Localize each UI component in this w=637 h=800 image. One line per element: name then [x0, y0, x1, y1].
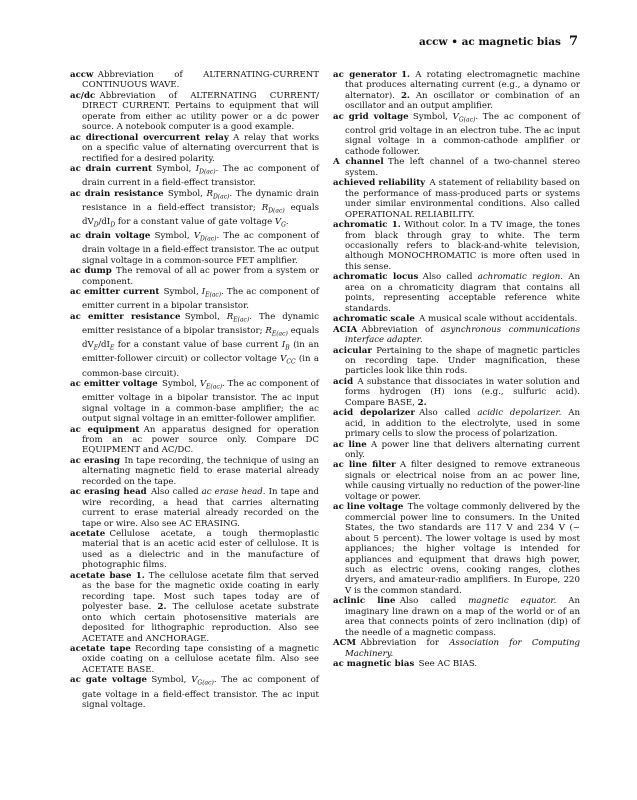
entry-term: ac line filter	[333, 460, 396, 471]
definition-text: An imaginary line drawn on a map of the world or of an area that connects points of zero inclination (dip) of the needle of a magnetic compass.	[345, 596, 580, 638]
dictionary-entry	[333, 325, 580, 346]
dictionary-entry	[70, 675, 319, 710]
definition-text: E(ac)	[205, 291, 222, 299]
dictionary-entry	[70, 231, 319, 266]
definition-text: Association for Computing Machinery.	[345, 638, 580, 659]
definition-text: Also called	[399, 596, 469, 607]
definition-text: R	[265, 326, 272, 336]
definition-text: D	[110, 221, 116, 229]
definition-text: The cellulose acetate film that served as the base for the magnetic oxide coating in early recording tape. Most such tapes today are of polyester base.	[82, 570, 319, 613]
dictionary-entry	[70, 287, 319, 312]
entry-term: ac emitter resistance	[70, 311, 181, 322]
entry-term: ac/dc	[70, 90, 96, 101]
definition-text: An acid, in addition to the electrolyte, used in some primary cells to slow the process of polarization.	[345, 408, 580, 440]
definition-text: equals dV	[82, 202, 320, 228]
entry-term: ac emitter current	[70, 287, 160, 298]
entry-term: achromatic locus	[333, 272, 419, 283]
definition-text: 1.	[391, 220, 401, 231]
definition-text: The cellulose acetate substrate onto which certain photosensitive materials are deposited for lithographic reproduction. Also see ACETATE and ANCHORAGE.	[82, 602, 319, 644]
definition-text: A relay that works on a specific value of alternating overcurrent that is rectified for a desired polarity.	[82, 132, 319, 164]
running-header	[70, 34, 578, 49]
entry-term: ac erasing head	[70, 487, 147, 498]
entry-term: acetate base	[70, 570, 132, 581]
definition-text: CC	[286, 359, 296, 367]
entry-term: ac gate voltage	[70, 675, 148, 686]
definition-text: for a constant value of base current	[114, 340, 282, 351]
entry-term: achieved reliability	[333, 178, 426, 189]
entry-term: acetate	[70, 529, 106, 540]
definition-text: Symbol,	[412, 111, 453, 122]
dictionary-entry	[70, 571, 319, 644]
dictionary-entry	[333, 460, 580, 502]
definition-text: . The ac component of emitter voltage in a bipolar transistor. The ac input signal voltage in a common-base amplifier; the ac output signal voltage in an emitter-follower amplifier.	[82, 378, 319, 425]
definition-text: Symbol,	[156, 164, 196, 175]
entry-term: ACM	[333, 638, 357, 649]
definition-text: Abbreviation of ALTERNATING-CURRENT CONTINUOUS WAVE.	[82, 70, 319, 91]
dictionary-entry	[70, 487, 319, 529]
dictionary-entry	[333, 157, 580, 178]
definition-text: A statement of reliability based on the performance of mass-produced parts or systems under similar environmental conditions. Also called OPERATIONAL RELIABILITY.	[345, 178, 581, 220]
definition-text: . The dynamic emitter resistance of a bipolar transistor;	[82, 311, 319, 336]
definition-text: D(ac)	[199, 168, 216, 176]
definition-text: (in an emitter-follower circuit) or collector voltage	[82, 340, 319, 365]
definition-text: magnetic equator.	[468, 596, 557, 607]
definition-text: .	[285, 217, 289, 228]
entry-term: ac equipment	[70, 424, 140, 435]
definition-text: A substance that dissociates in water solution and forms hydrogen (H) ions (e.g., sulfuric acid). Compare BASE,	[345, 376, 580, 408]
definition-text: D	[93, 221, 99, 229]
entry-term: ac erasing	[70, 455, 121, 466]
dictionary-entry	[70, 312, 319, 379]
definition-text: I	[195, 164, 200, 175]
definition-text: Symbol,	[154, 231, 194, 242]
dictionary-entry	[70, 644, 319, 675]
entry-term: ac directional overcurrent relay	[70, 132, 229, 143]
definition-text: Abbreviation of ALTERNATING CURRENT/ DIRECT CURRENT. Pertains to equipment that will operate from either ac utility power or a dc power source. A notebook computer is a good example.	[82, 90, 319, 133]
definition-text: Abbreviation for	[360, 638, 450, 649]
dictionary-entry	[70, 425, 319, 456]
definition-text: (in a common-base circuit).	[82, 354, 319, 379]
definition-text: D(ac)	[212, 193, 230, 201]
definition-text: Symbol,	[167, 188, 207, 199]
definition-text: The left channel of a two-channel stereo system.	[345, 157, 580, 178]
entry-term: ac line voltage	[333, 502, 404, 513]
definition-text: A musical scale without accidentals.	[419, 314, 578, 325]
dictionary-entry	[70, 164, 319, 189]
definition-text: Symbol,	[184, 311, 227, 322]
definition-text: V	[452, 111, 459, 122]
definition-text: Without color. In a TV image, the tones from black through gray to white. The term occasionally refers to black-and-white television, although MONOCHROMATIC is more often used in this sense.	[345, 220, 580, 272]
definition-text: A rotating electromagnetic machine that produces alternating current (e.g., a dynamo or alternator).	[345, 70, 580, 101]
dictionary-entry	[70, 189, 319, 232]
dictionary-entry	[70, 133, 319, 164]
definition-text: achromatic region.	[477, 272, 563, 283]
definition-text: . The ac component of gate voltage in a field-effect transistor. The ac input signal voltage.	[82, 675, 319, 710]
definition-text: V	[193, 231, 201, 242]
dictionary-entry	[70, 529, 319, 571]
definition-text: . The ac component of emitter current in a bipolar transistor.	[82, 287, 319, 312]
definition-text: E(ac)	[206, 383, 223, 391]
dictionary-entry	[333, 377, 580, 408]
definition-text: /dI	[98, 340, 110, 351]
definition-text: ac erase head.	[201, 487, 266, 498]
dictionary-entry	[333, 112, 580, 158]
definition-text: Cellulose acetate, a tough thermoplastic material that is an acetic acid ester of cellulose. It is used as a dielectric and in the manufacture of photographic films.	[82, 529, 319, 571]
left-column	[70, 70, 319, 710]
definition-text: V	[199, 378, 207, 389]
definition-text: equals dV	[82, 326, 319, 351]
definition-text: Symbol,	[151, 675, 192, 686]
entry-term: aclinic line	[333, 596, 396, 607]
definition-text: In tape recording, the technique of using an alternating magnetic field to erase material already recorded on the tape.	[82, 455, 319, 487]
dictionary-entry	[70, 70, 319, 91]
definition-text: V	[274, 217, 282, 228]
definition-text: E	[109, 344, 115, 352]
definition-text: 1.	[135, 570, 145, 581]
entry-term: ac drain current	[70, 164, 152, 175]
running-title: accw • ac magnetic bias	[418, 36, 561, 48]
entry-term: ACIA	[333, 324, 358, 335]
definition-text: See AC BIAS.	[418, 659, 478, 670]
dictionary-entry	[333, 314, 580, 324]
entry-term: acid	[333, 376, 354, 387]
entry-term: acid depolarizer	[333, 408, 415, 419]
definition-text: I	[201, 287, 206, 298]
definition-text: E	[93, 344, 99, 352]
definition-text: E(ac)	[233, 316, 250, 324]
definition-text: 1.	[401, 70, 411, 80]
definition-text: B	[285, 344, 290, 352]
definition-text: 2.	[157, 602, 167, 613]
right-column	[333, 70, 580, 670]
entry-term: ac grid voltage	[333, 111, 409, 122]
definition-text: Symbol,	[163, 287, 202, 298]
definition-text: The voltage commonly delivered by the commercial power line to consumers. In the United States, the two standards are 117 V and 234 V (~ about 5 percent). The lower voltage is used by most appliances; the higher voltage is intended for appliances and equipment that draws high power, such as electric ovens, cooking ranges, clothes dryers, and amateur-radio amplifiers. In Europe, 220 V is the common standard.	[345, 502, 580, 596]
dictionary-entry	[333, 638, 580, 659]
definition-text: . The ac component of drain voltage in a field-effect transistor. The ac output signal voltage in a common-source FET amplifier.	[82, 231, 319, 266]
entry-term: ac dump	[70, 266, 112, 277]
entry-term: achromatic	[333, 220, 388, 231]
definition-text: An area on a chromaticity diagram that contains all points, representing acceptable reference white standards.	[345, 272, 580, 314]
definition-text: 2.	[400, 90, 410, 101]
entry-term: acetate tape	[70, 644, 131, 655]
definition-text: G(ac)	[458, 116, 476, 124]
definition-text: Recording tape consisting of a magnetic oxide coating on a cellulose acetate film. Also see ACETATE BASE.	[82, 644, 319, 675]
dictionary-entry	[70, 266, 319, 287]
dictionary-entry	[70, 379, 319, 425]
definition-text: D(ac)	[200, 235, 217, 243]
definition-text: A power line that delivers alternating current only.	[345, 439, 580, 461]
dictionary-entry	[333, 272, 580, 314]
entry-term: ac generator	[333, 70, 397, 80]
dictionary-entry	[70, 91, 319, 133]
definition-text: V	[280, 354, 287, 365]
entry-term: A channel	[333, 157, 384, 168]
definition-text: D(ac)	[268, 207, 285, 215]
definition-text: An oscillator or combination of an oscillator and an output amplifier.	[345, 90, 580, 112]
definition-text: /dI	[98, 217, 111, 228]
definition-text: Also called	[422, 272, 478, 283]
definition-text: E(ac)	[271, 330, 288, 338]
dictionary-entry	[333, 440, 580, 461]
definition-text: G(ac)	[197, 680, 214, 688]
definition-text: . The ac component of drain current in a field-effect transistor.	[82, 164, 319, 189]
dictionary-entry	[333, 502, 580, 596]
definition-text: Also called	[150, 487, 202, 498]
definition-text: R	[206, 188, 213, 199]
definition-text: R	[261, 202, 269, 213]
entry-term: accw	[70, 70, 94, 80]
definition-text: Symbol,	[161, 378, 200, 389]
definition-text: In tape and wire recording, a head that carries alternating current to erase material already recorded on the tape or wire. Also see AC ERASING.	[82, 487, 319, 529]
definition-text: R	[226, 311, 234, 322]
definition-text: An apparatus designed for operation from an ac power source only. Compare DC EQUIPMENT and AC/DC.	[82, 424, 319, 456]
definition-text: . The ac component of control grid voltage in an electron tube. The ac input signal voltage in a common-cathode amplifier or cathode follower.	[345, 111, 580, 157]
entry-term: acicular	[333, 345, 372, 356]
definition-text: I	[281, 340, 286, 351]
definition-text: Pertaining to the shape of magnetic particles on recording tape. Under magnification, these particles look like thin rods.	[345, 345, 580, 377]
definition-text: A filter designed to remove extraneous signals or electrical noise from an ac power line, while causing virtually no reduction of the power-line voltage or power.	[345, 460, 580, 502]
dictionary-entry	[333, 659, 580, 669]
entry-term: achromatic scale	[333, 314, 415, 325]
dictionary-entry	[333, 596, 580, 638]
definition-text: The removal of all ac power from a system or component.	[82, 266, 320, 287]
definition-text: 2.	[417, 397, 427, 408]
dictionary-entry	[333, 178, 580, 220]
dictionary-entry	[333, 408, 580, 439]
dictionary-entry	[333, 220, 580, 272]
definition-text: Abbreviation of	[361, 324, 441, 335]
definition-text: . The dynamic drain resistance in a field-effect transistor;	[82, 188, 319, 213]
dictionary-entry	[333, 346, 580, 377]
entry-term: ac drain voltage	[70, 231, 151, 242]
definition-text: G	[281, 221, 286, 229]
entry-term: ac emitter voltage	[70, 378, 158, 389]
definition-text: V	[191, 675, 198, 686]
definition-text: for a constant value of gate voltage	[115, 217, 275, 228]
entry-term: ac magnetic bias	[333, 659, 415, 670]
entry-term: ac drain resistance	[70, 188, 164, 199]
dictionary-entry	[333, 70, 580, 112]
definition-text: asynchronous communications interface adapter.	[345, 324, 580, 346]
entry-term: ac line	[333, 439, 367, 450]
definition-text: Also called	[419, 408, 478, 419]
page-number: 7	[568, 34, 578, 49]
definition-text: acidic depolarizer.	[477, 408, 562, 419]
dictionary-entry	[70, 456, 319, 487]
